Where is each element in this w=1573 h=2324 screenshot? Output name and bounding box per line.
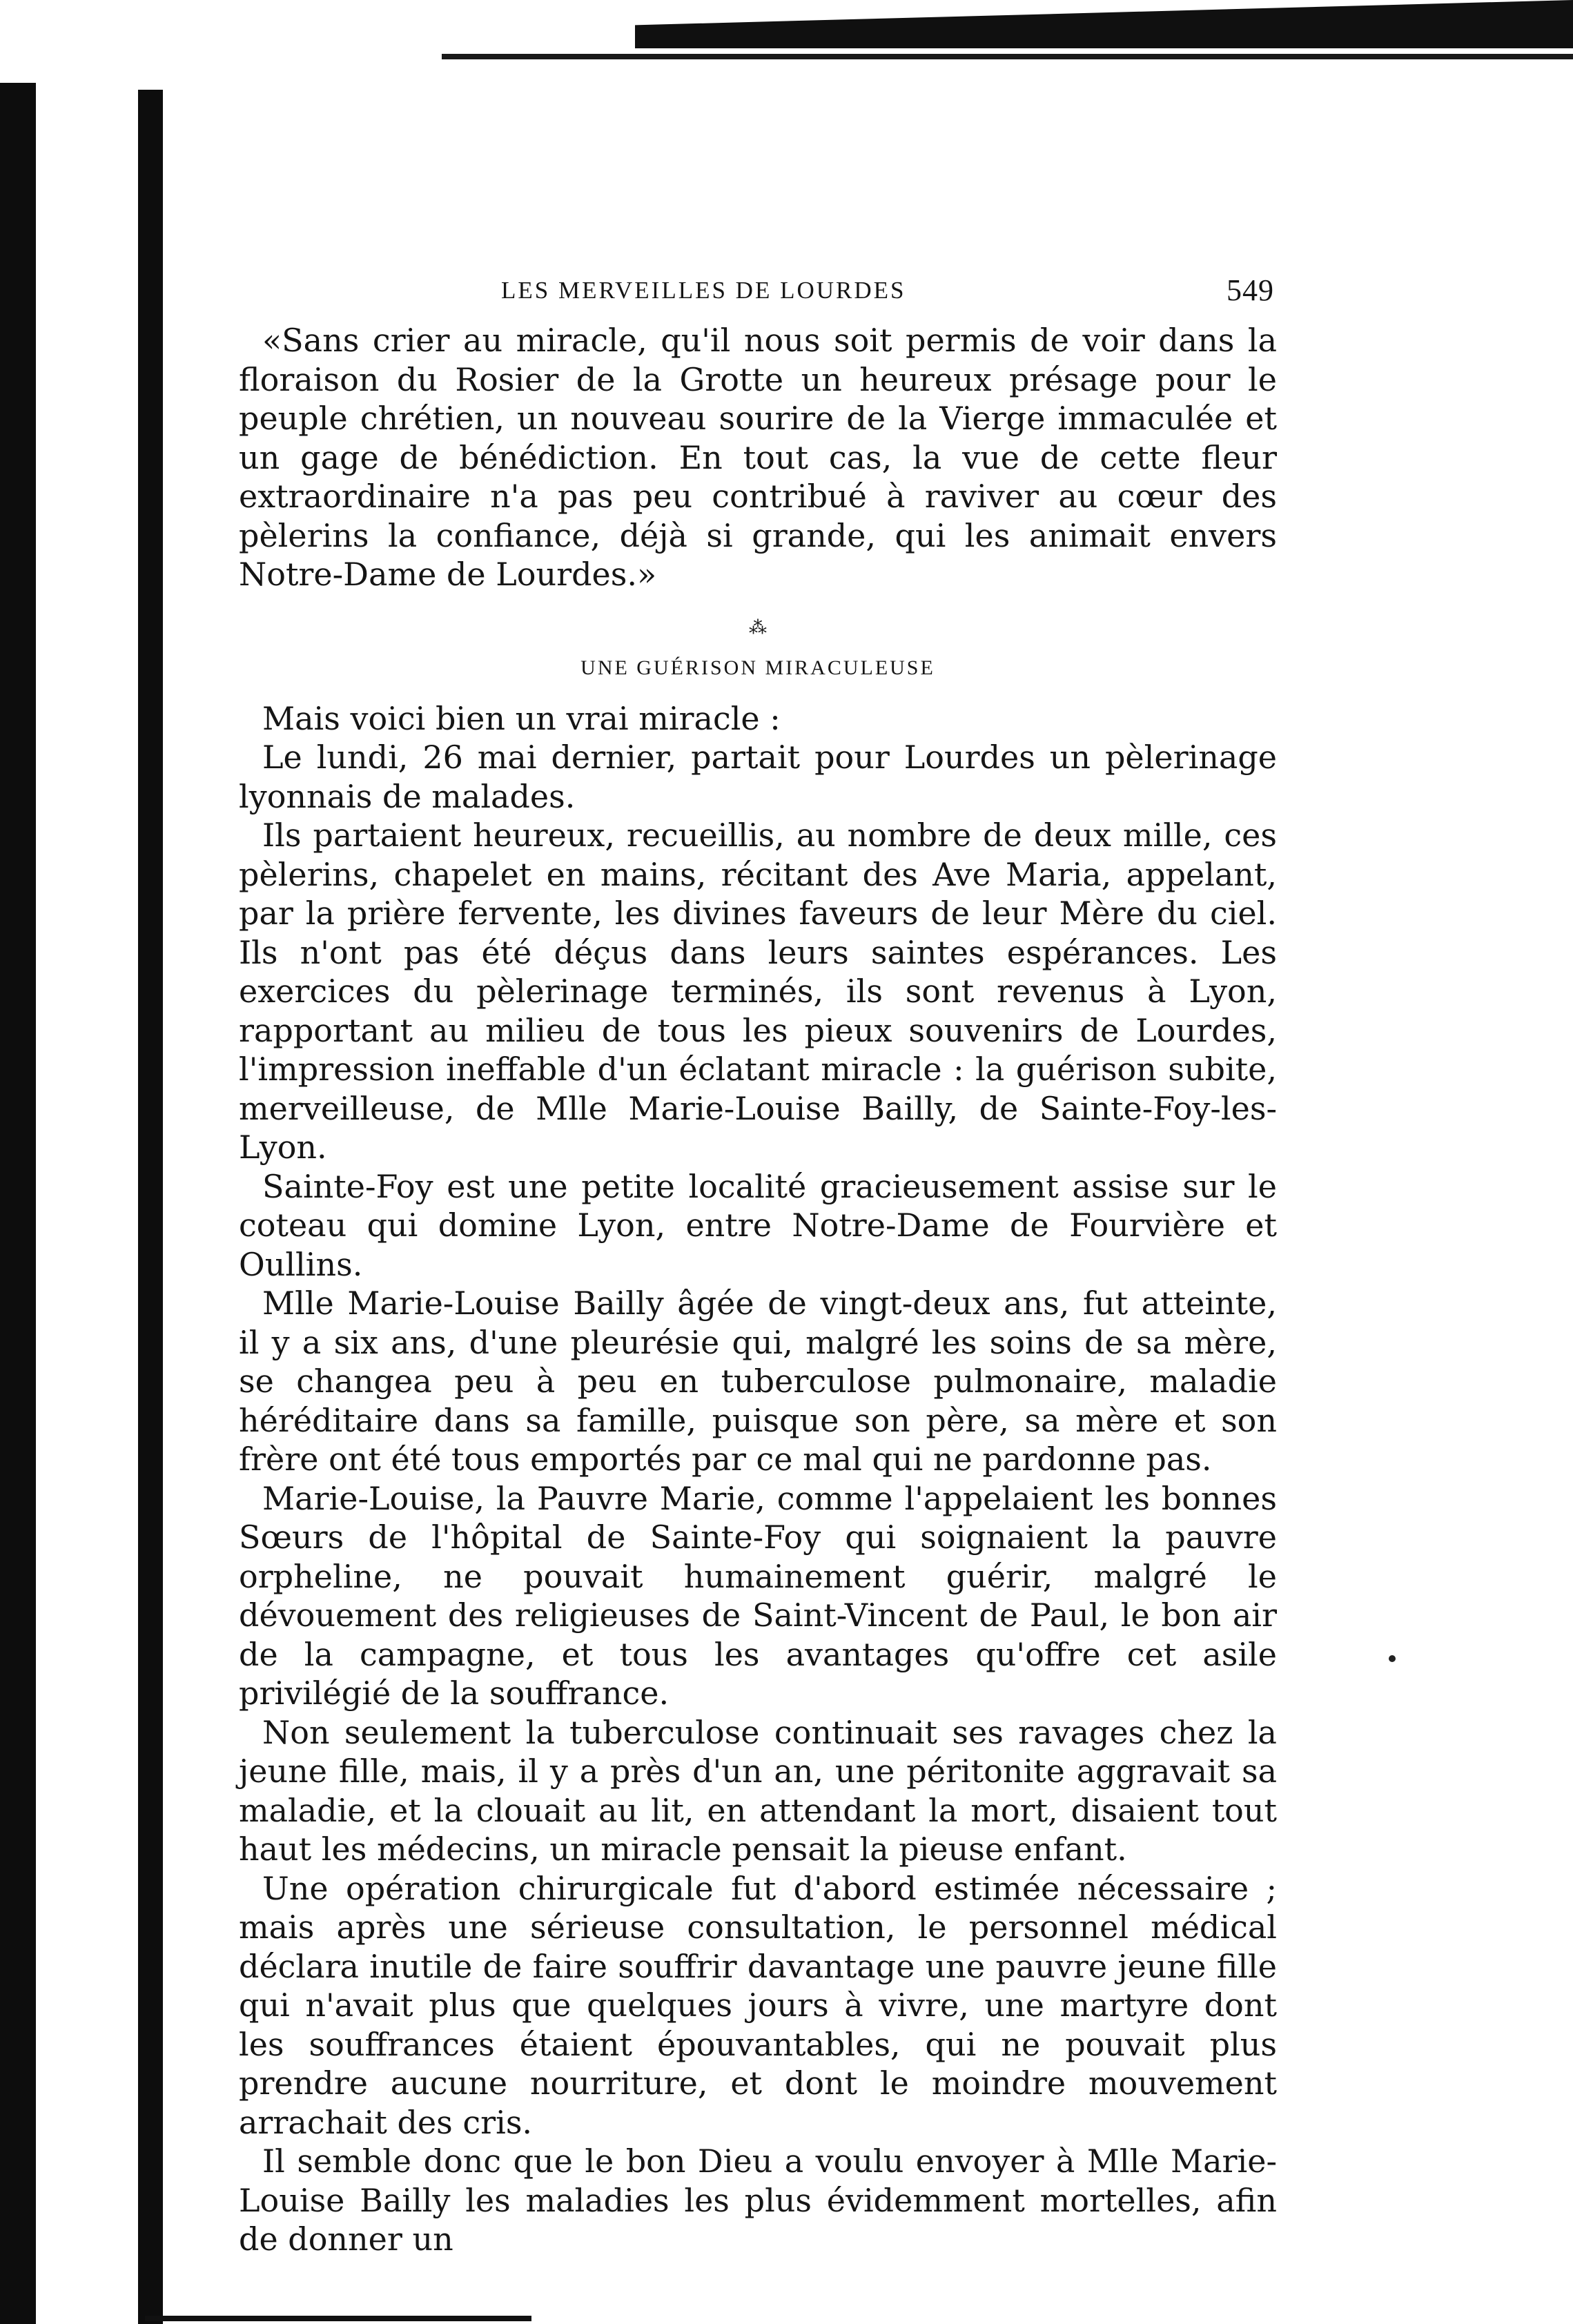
body-paragraph: Une opération chirurgicale fut d'abord estimée nécessaire ; mais après une sérieuse consultation, le personnel médical déclara inutile de faire souffrir davantage une pauvre jeune fille qui n'avait plus que quelques jours à vivre, une martyre dont les souffrances étaient épouvantables, qui ne pouvait plus prendre aucune nourriture, et dont le moindre mouvement arrachait des cris. [239,1869,1277,2141]
running-title: LES MERVEILLES DE LOURDES [501,277,906,304]
body-paragraph: Non seulement la tuberculose continuait ses ravages chez la jeune fille, mais, il y a près d'un an, une péritonite aggravait sa maladie, et la clouait au lit, en attendant la mort, disaient tout haut les médecins, un miracle pensait la pieuse enfant. [239,1713,1277,1868]
scan-bottom-rule [145,2316,531,2321]
scan-speck [1389,1655,1396,1662]
page-number: 549 [1227,273,1274,307]
section-heading: UNE GUÉRISON MIRACULEUSE [580,656,935,679]
scan-top-shadow [635,0,1573,48]
scan-left-edge [0,83,36,2324]
body-paragraph: Ils partaient heureux, recueillis, au nombre de deux mille, ces pèlerins, chapelet en mains, récitant des Ave Maria, appelant, par la prière fervente, les divines faveurs de leur Mère du ciel. Ils n'ont pas été déçus dans leurs saintes espérances. Les exercices du pèlerinage terminés, ils sont revenus à Lyon, rapportant au milieu de tous les pieux souvenirs de Lourdes, l'impression ineffable d'un éclatant miracle : la guérison subite, merveilleuse, de Mlle Marie-Louise Bailly, de Sainte-Foy-les-Lyon. [239,817,1277,1166]
running-head [239,273,1277,321]
quote-paragraph: «Sans crier au miracle, qu'il nous soit permis de voir dans la floraison du Rosier de la Grotte un heureux présage pour le peuple chrétien, un nouveau sourire de la Vierge immaculée et un gage de bénédiction. En tout cas, la vue de cette fleur extraordinaire n'a pas peu contribué à raviver au cœur des pèlerins la confiance, déjà si grande, qui les animait envers Notre-Dame de Lourdes.» [239,322,1277,593]
section-dinkus: ⁂ [749,617,767,638]
body-paragraph: Il semble donc que le bon Dieu a voulu envoyer à Mlle Marie-Louise Bailly les maladies les plus évidemment mortelles, afin de donner un [239,2142,1277,2258]
body-paragraph: Marie-Louise, la Pauvre Marie, comme l'appelaient les bonnes Sœurs de l'hôpital de Sainte-Foy qui soignaient la pauvre orpheline, ne pouvait humainement guérir, malgré le dévouement des religieuses de Saint-Vincent de Paul, le bon air de la campagne, et tous les avantages qu'offre cet asile privilégié de la souffrance. [239,1479,1277,1712]
body-paragraph: Mlle Marie-Louise Bailly âgée de vingt-deux ans, fut atteinte, il y a six ans, d'une pleurésie qui, malgré les soins de sa mère, se changea peu à peu en tuberculose pulmonaire, maladie héréditaire dans sa famille, puisque son père, sa mère et son frère ont été tous emportés par ce mal qui ne pardonne pas. [239,1285,1277,1478]
scan-top-rule [442,54,1573,59]
body-paragraph: Mais voici bien un vrai miracle : [262,699,781,737]
body-paragraph: Sainte-Foy est une petite localité gracieusement assise sur le coteau qui domine Lyon, entre Notre-Dame de Fourvière et Oullins. [239,1167,1277,1283]
book-page [239,273,1277,2259]
body-paragraph: Le lundi, 26 mai dernier, partait pour Lourdes un pèlerinage lyonnais de malades. [239,739,1277,815]
scan-gutter-edge [138,90,163,2324]
